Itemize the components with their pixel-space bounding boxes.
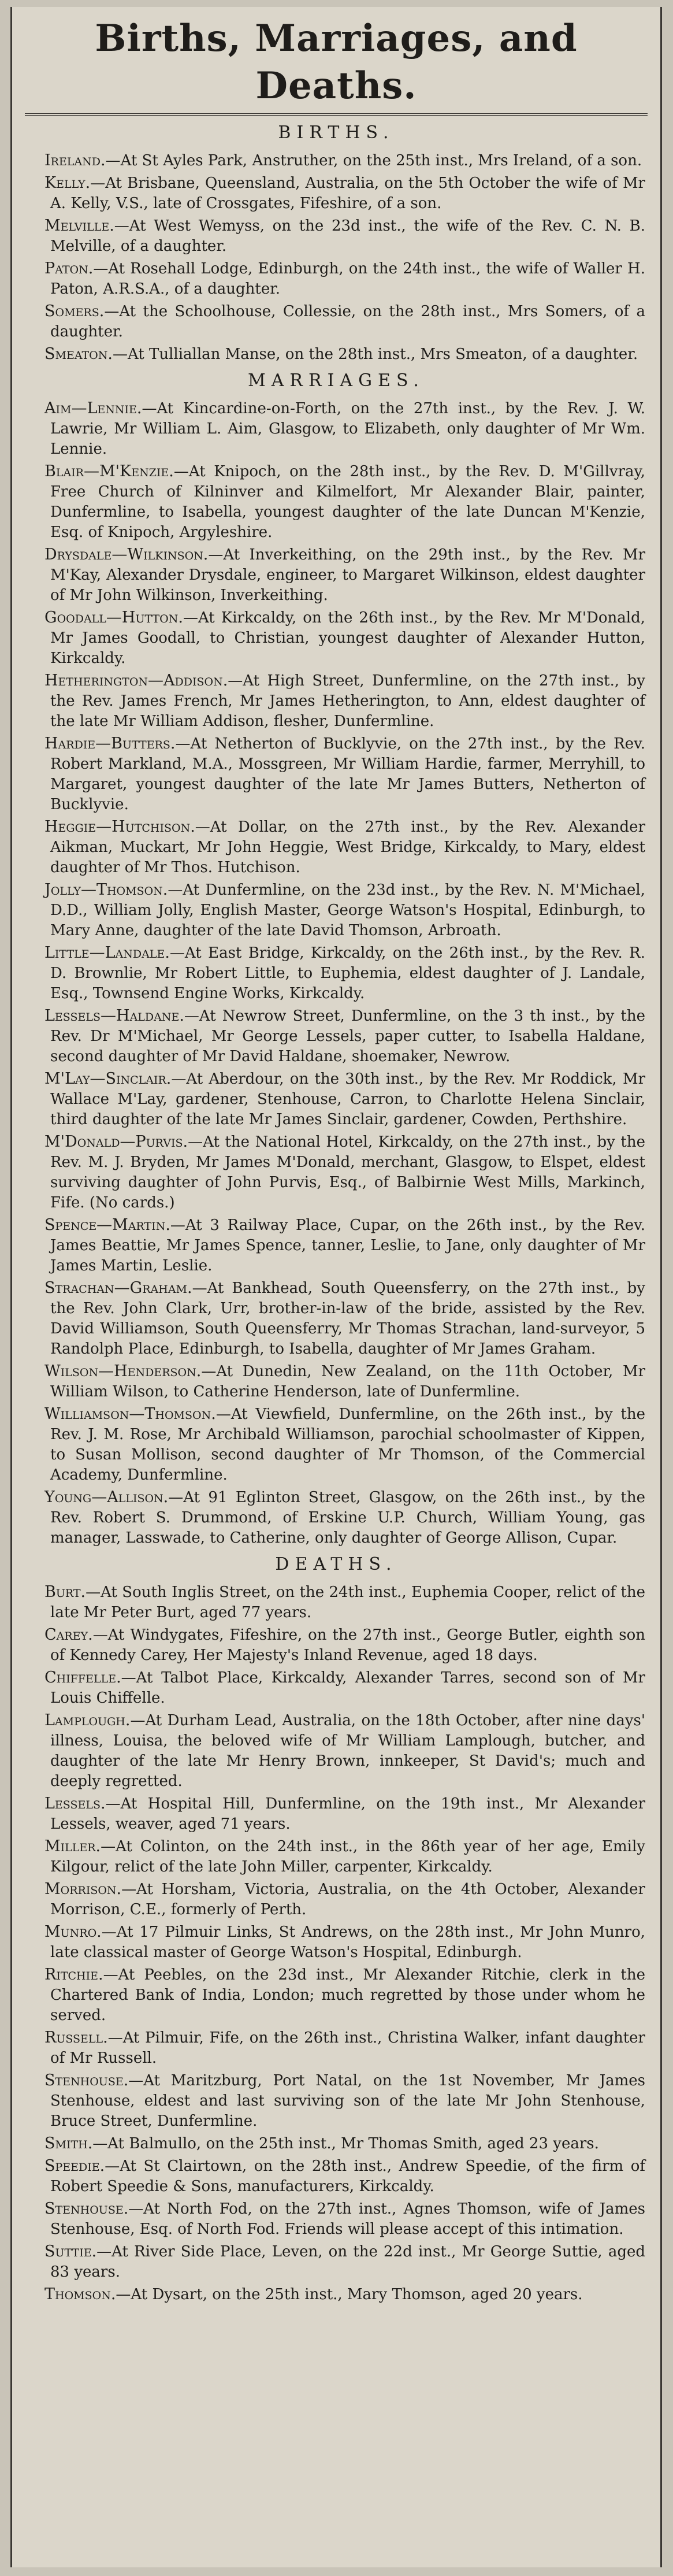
births-section [12,123,660,365]
notice-text: —At Brisbane, Queensland, Australia, on the 5th October the wife of Mr A. Kelly, V.S., late of Crossgates, Fifeshire, of a son. [50,175,645,212]
notice-entry [27,2156,645,2197]
notice-entry [27,1006,645,1067]
notice-entry [27,2241,645,2282]
notice-entry [27,398,645,459]
notice-surname: M'Donald—Purvis. [44,1133,188,1151]
notice-surname: Melville. [44,217,114,235]
notice-surname: Ireland. [44,151,106,169]
notice-text: —At 3 Railway Place, Cupar, on the 26th inst., by the Rev. James Beattie, Mr James Spence, tanner, Leslie, to Jane, only daughter of Mr James Martin, Leslie. [50,1217,645,1274]
notice-text: —At 91 Eglinton Street, Glasgow, on the 26th inst., by the Rev. Robert S. Drummond, of Erskine U.P. Church, William Young, gas manager, Lasswade, to Catherine, only daughter of George Allison, Cupar. [50,1489,645,1547]
notice-surname: Burt. [44,1583,86,1601]
notice-text: —At Viewfield, Dunfermline, on the 26th inst., by the Rev. J. M. Rose, Mr Archibald Williamson, parochial schoolmaster of Kippen, to Susan Mollison, second daughter of Mr Thomson, of the Commercial Academy, Dunfermline. [50,1406,645,1484]
notice-text: —At River Side Place, Leven, on the 22d inst., Mr George Suttie, aged 83 years. [50,2243,645,2281]
notice-surname: Stenhouse. [44,2200,129,2218]
notice-surname: Stenhouse. [44,2071,129,2089]
notice-entry [27,607,645,669]
notice-surname: Strachan—Graham. [44,1279,192,1297]
notice-entry [27,943,645,1004]
notice-text: —At Windygates, Fifeshire, on the 27th inst., George Butler, eighth son of Kennedy Carey, Her Majesty's Inland Revenue, aged 18 days. [50,1626,645,1664]
notice-entry [27,544,645,606]
notice-text: —At Maritzburg, Port Natal, on the 1st November, Mr James Stenhouse, eldest and last surviving son of the late Mr John Stenhouse, Bruce Street, Dunfermline. [50,2072,645,2130]
notice-text: —At High Street, Dunfermline, on the 27th inst., by the Rev. James French, Mr James Hetherington, to Ann, eldest daughter of the late Mr William Addison, flesher, Dunfermline. [50,672,645,730]
deaths-section [12,1554,660,2305]
notice-text: —At Kirkcaldy, on the 26th inst., by the Rev. Mr M'Donald, Mr James Goodall, to Christian, youngest daughter of Alexander Hutton, Kirkcaldy. [50,609,645,667]
notice-text: —At Newrow Street, Dunfermline, on the 3 th inst., by the Rev. Dr M'Michael, Mr George Lessels, paper cutter, to Isabella Haldane, second daughter of Mr David Haldane, shoemaker, Newrow. [50,1007,645,1065]
notice-text: —At Tulliallan Manse, on the 28th inst., Mrs Smeaton, of a daughter. [112,346,638,363]
notice-text: —At Colinton, on the 24th inst., in the 86th year of her age, Emily Kilgour, relict of the late John Miller, carpenter, Kirkcaldy. [50,1838,645,1876]
notice-entry [27,1965,645,2026]
notice-surname: Smeaton. [44,345,113,363]
notice-surname: Williamson—Thomson. [44,1405,216,1423]
notice-surname: Carey. [44,1626,93,1644]
notice-surname: Jolly—Thomson. [44,881,168,899]
notice-entry [27,1710,645,1792]
notice-entry [27,150,645,171]
notice-surname: Suttie. [44,2243,97,2260]
notice-text: —At West Wemyss, on the 23d inst., the wife of the Rev. C. N. B. Melville, of a daughter. [50,217,645,255]
notice-surname: M'Lay—Sinclair. [44,1070,172,1088]
notice-surname: Lamplough. [44,1711,131,1729]
notice-entry [27,216,645,257]
notice-text: —At the Schoolhouse, Collessie, on the 28th inst., Mrs Somers, of a daughter. [50,303,645,340]
notice-surname: Young—Allison. [44,1488,169,1506]
notice-entry [27,1879,645,1920]
notice-surname: Little—Landale. [44,944,170,962]
notice-text: —At Aberdour, on the 30th inst., by the Rev. Mr Roddick, Mr Wallace M'Lay, gardener, Stenhouse, Carron, to Charlotte Helena Sinclair, third daughter of the late Mr James Sinclair, gardener, Cowden, Perthshire. [50,1070,645,1128]
notice-surname: Heggie—Hutchison. [44,818,195,836]
notice-text: —At Knipoch, on the 28th inst., by the Rev. D. M'Gillvray, Free Church of Kilninver and Kilmelfort, Mr Alexander Blair, painter, Dunfermline, to Isabella, youngest daughter of the late Duncan M'Kenzie, Esq. of Knipoch, Argyleshire. [50,463,645,541]
notice-entry [27,733,645,815]
notice-surname: Lessels. [44,1795,106,1813]
notice-surname: Paton. [44,260,94,277]
notice-surname: Somers. [44,302,105,320]
notice-entry [27,173,645,214]
notice-surname: Kelly. [44,174,91,192]
notice-entry [27,344,645,365]
section-heading: DEATHS. [275,1554,397,1574]
notice-surname: Hardie—Butters. [44,735,176,753]
notice-entry [27,1836,645,1877]
notice-text: —At Kincardine-on-Forth, on the 27th inst., by the Rev. J. W. Lawrie, Mr William L. Aim, Glasgow, to Elizabeth, only daughter of Mr Wm. Lennie. [50,400,645,458]
notice-text: —At Pilmuir, Fife, on the 26th inst., Christina Walker, infant daughter of Mr Russell. [50,2029,645,2067]
notice-text: —At South Inglis Street, on the 24th inst., Euphemia Cooper, relict of the late Mr Peter Burt, aged 77 years. [50,1584,645,1621]
notice-text: —At Dysart, on the 25th inst., Mary Thomson, aged 20 years. [116,2286,583,2303]
section-heading: BIRTHS. [278,123,395,143]
notice-surname: Aim—Lennie. [44,399,142,417]
notice-text: —At North Fod, on the 27th inst., Agnes Thomson, wife of James Stenhouse, Esq. of North Fod. Friends will please accept of this intimation. [50,2200,645,2238]
marriages-section [12,370,660,1548]
notice-entry [27,1069,645,1130]
notice-surname: Hetherington—Addison. [44,672,228,690]
notice-entry [27,2028,645,2069]
notice-entry [27,1625,645,1666]
masthead: Births, Marriages, and Deaths. [95,17,578,108]
notices-column [12,123,660,2305]
notice-entry [27,301,645,342]
notice-entry [27,1361,645,1402]
notice-text: —At Rosehall Lodge, Edinburgh, on the 24th inst., the wife of Waller H. Paton, A.R.S.A., of a daughter. [50,260,645,298]
notice-text: —At Bankhead, South Queensferry, on the 27th inst., by the Rev. John Clark, Urr, brother-in-law of the bride, assisted by the Rev. David Williamson, South Queensferry, Mr Thomas Strachan, land-surveyor, 5 Randolph Place, Edinburgh, to Isabella, daughter of Mr James Graham. [50,1280,645,1358]
notice-text: —At Dollar, on the 27th inst., by the Rev. Alexander Aikman, Muckart, Mr John Heggie, West Bridge, Kirkcaldy, to Mary, eldest daughter of Mr Thos. Hutchison. [50,818,645,876]
notice-text: —At the National Hotel, Kirkcaldy, on the 27th inst., by the Rev. M. J. Bryden, Mr James M'Donald, merchant, Glasgow, to Elspet, eldest surviving daughter of John Purvis, Esq., of Balbirnie West Mills, Markinch, Fife. (No cards.) [50,1133,645,1211]
notice-text: —At Netherton of Bucklyvie, on the 27th inst., by the Rev. Robert Markland, M.A., Mossgreen, Mr William Hardie, farmer, Merryhill, to Margaret, youngest daughter of the late Mr James Butters, Netherton of Bucklyvie. [50,735,645,813]
notice-text: —At Inverkeithing, on the 29th inst., by the Rev. Mr M'Kay, Alexander Drysdale, engineer, to Margaret Wilkinson, eldest daughter of Mr John Wilkinson, Inverkeithing. [50,546,645,604]
notice-surname: Spence—Martin. [44,1216,170,1234]
notice-surname: Ritchie. [44,1966,103,1984]
notice-entry [27,1404,645,1485]
notice-entry [27,817,645,878]
notice-text: —At Balmullo, on the 25th inst., Mr Thomas Smith, aged 23 years. [92,2135,599,2152]
notice-text: —At 17 Pilmuir Links, St Andrews, on the 28th inst., Mr John Munro, late classical master of George Watson's Hospital, Edinburgh. [50,1923,645,1961]
notice-entry [27,670,645,732]
masthead-rule [25,113,648,116]
notice-entry [27,1922,645,1963]
notice-surname: Wilson—Henderson. [44,1362,202,1380]
notice-text: —At Horsham, Victoria, Australia, on the 4th October, Alexander Morrison, C.E., formerly of Perth. [50,1881,645,1918]
notice-entry [27,1667,645,1708]
notice-entry [27,1132,645,1213]
notice-surname: Thomson. [44,2285,116,2303]
notice-entry [27,1793,645,1834]
notice-text: —At Dunedin, New Zealand, on the 11th October, Mr William Wilson, to Catherine Henderson, late of Dunfermline. [50,1363,645,1400]
section-heading: MARRIAGES. [248,370,425,391]
notice-surname: Drysdale—Wilkinson. [44,546,209,564]
notice-entry [27,1582,645,1623]
notice-entry [27,880,645,941]
notice-surname: Smith. [44,2134,93,2152]
notice-surname: Lessels—Haldane. [44,1007,184,1025]
notice-entry [27,461,645,543]
notice-surname: Blair—M'Kenzie. [44,462,174,480]
notice-text: —At Durham Lead, Australia, on the 18th October, after nine days' illness, Louisa, the beloved wife of Mr William Lamplough, butcher, and daughter of the late Mr Henry Brown, innkeeper, St David's; much and deeply regretted. [50,1712,645,1790]
notice-entry [27,2284,645,2305]
notice-entry [27,2199,645,2240]
notice-entry [27,1215,645,1276]
notice-entry [27,2070,645,2132]
notice-text: —At East Bridge, Kirkcaldy, on the 26th inst., by the Rev. R. D. Brownlie, Mr Robert Little, to Euphemia, eldest daughter of J. Landale, Esq., Townsend Engine Works, Kirkcaldy. [50,944,645,1002]
notice-text: —At St Clairtown, on the 28th inst., Andrew Speedie, of the firm of Robert Speedie & Sons, manufacturers, Kirkcaldy. [50,2158,645,2195]
newspaper-clipping [10,7,662,2567]
notice-entry [27,1278,645,1359]
notice-surname: Morrison. [44,1880,122,1898]
notice-surname: Speedie. [44,2157,105,2175]
notice-surname: Munro. [44,1923,102,1941]
notice-entry [27,258,645,299]
notice-surname: Russell. [44,2029,108,2047]
notice-surname: Goodall—Hutton. [44,609,183,627]
notice-text: —At Hospital Hill, Dunfermline, on the 19th inst., Mr Alexander Lessels, weaver, aged 71 years. [50,1795,645,1833]
notice-text: —At Peebles, on the 23d inst., Mr Alexander Ritchie, clerk in the Chartered Bank of India, London; much regretted by those under whom he served. [50,1966,645,2024]
notice-text: —At Talbot Place, Kirkcaldy, Alexander Tarres, second son of Mr Louis Chiffelle. [50,1669,645,1707]
notice-entry [27,1487,645,1548]
notice-entry [27,2133,645,2154]
notice-text: —At Dunfermline, on the 23d inst., by the Rev. N. M'Michael, D.D., William Jolly, English Master, George Watson's Hospital, Edinburgh, to Mary Anne, daughter of the late David Thomson, Arbroath. [50,881,645,939]
notice-surname: Chiffelle. [44,1669,121,1687]
notice-surname: Miller. [44,1837,101,1855]
notice-text: —At St Ayles Park, Anstruther, on the 25th inst., Mrs Ireland, of a son. [105,152,642,169]
